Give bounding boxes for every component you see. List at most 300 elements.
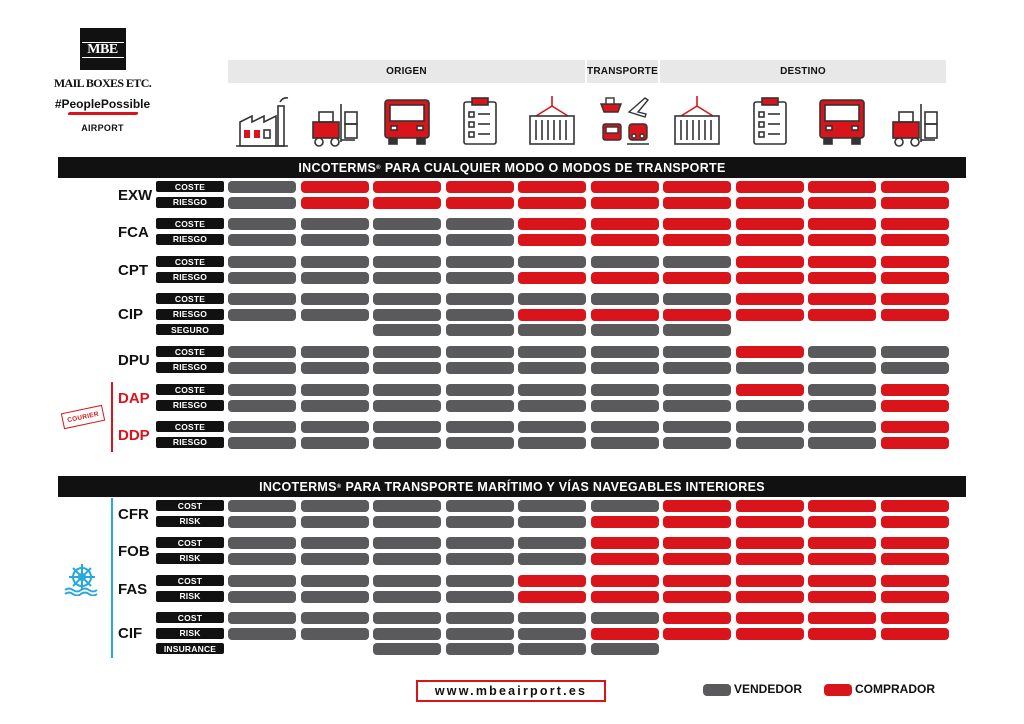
incoterm-code-cpt: CPT (118, 261, 148, 279)
seller-cell (518, 437, 586, 449)
seller-cell (228, 591, 296, 603)
seller-cell (446, 293, 514, 305)
buyer-cell (881, 256, 949, 268)
buyer-cell (518, 272, 586, 284)
seller-cell (663, 346, 731, 358)
seller-cell (446, 400, 514, 412)
buyer-cell (663, 218, 731, 230)
buyer-cell (808, 218, 876, 230)
seller-cell (446, 612, 514, 624)
buyer-cell (301, 181, 369, 193)
seller-cell (446, 256, 514, 268)
multimodal-transport-icon (597, 92, 653, 150)
seller-cell (228, 612, 296, 624)
courier-bracket (111, 382, 113, 452)
seller-cell (373, 362, 441, 374)
row-label: RISK (156, 591, 224, 602)
courier-stamp: COURIER (61, 405, 105, 429)
seller-cell (446, 324, 514, 336)
buyer-cell (518, 181, 586, 193)
seller-cell (518, 256, 586, 268)
row-label: RIESGO (156, 272, 224, 283)
seller-cell (736, 421, 804, 433)
forklift-icon (887, 92, 943, 150)
row-label: SEGURO (156, 324, 224, 335)
seller-cell (373, 643, 441, 655)
seller-cell (301, 553, 369, 565)
checklist-icon (742, 92, 798, 150)
seller-cell (518, 643, 586, 655)
buyer-cell (881, 516, 949, 528)
buyer-cell (736, 256, 804, 268)
seller-cell (228, 516, 296, 528)
seller-cell (373, 384, 441, 396)
row-label: RIESGO (156, 400, 224, 411)
seller-cell (736, 400, 804, 412)
seller-cell (518, 293, 586, 305)
buyer-cell (663, 591, 731, 603)
buyer-cell (808, 591, 876, 603)
buyer-cell (591, 516, 659, 528)
seller-cell (446, 384, 514, 396)
incoterm-code-cfr: CFR (118, 505, 149, 523)
seller-cell (446, 437, 514, 449)
section-header (58, 157, 966, 178)
seller-cell (373, 500, 441, 512)
buyer-cell (808, 234, 876, 246)
row-label: COSTE (156, 181, 224, 192)
seller-cell (736, 437, 804, 449)
buyer-cell (663, 234, 731, 246)
seller-cell (373, 437, 441, 449)
buyer-cell (881, 293, 949, 305)
buyer-cell (881, 575, 949, 587)
row-label: RISK (156, 628, 224, 639)
registered-mark: ® (336, 483, 342, 490)
seller-cell (228, 181, 296, 193)
seller-cell (301, 500, 369, 512)
buyer-cell (373, 181, 441, 193)
buyer-cell (881, 384, 949, 396)
seller-cell (446, 500, 514, 512)
seller-cell (373, 591, 441, 603)
seller-cell (663, 421, 731, 433)
registered-mark: ® (376, 164, 381, 171)
row-label: RIESGO (156, 437, 224, 448)
row-label: RISK (156, 553, 224, 564)
section-title-prefix: INCOTERMS (259, 479, 337, 494)
buyer-cell (736, 234, 804, 246)
seller-cell (881, 346, 949, 358)
buyer-cell (591, 553, 659, 565)
row-label: RISK (156, 516, 224, 527)
seller-cell (301, 256, 369, 268)
seller-cell (228, 537, 296, 549)
seller-cell (518, 612, 586, 624)
seller-cell (228, 575, 296, 587)
seller-cell (591, 293, 659, 305)
row-label: COSTE (156, 384, 224, 395)
buyer-cell (736, 181, 804, 193)
seller-cell (301, 362, 369, 374)
seller-cell (228, 553, 296, 565)
buyer-cell (591, 628, 659, 640)
buyer-cell (881, 197, 949, 209)
seller-cell (228, 400, 296, 412)
seller-cell (373, 218, 441, 230)
seller-cell (301, 272, 369, 284)
seller-cell (663, 437, 731, 449)
seller-cell (808, 384, 876, 396)
buyer-cell (881, 421, 949, 433)
buyer-cell (881, 272, 949, 284)
seller-cell (373, 537, 441, 549)
seller-cell (373, 234, 441, 246)
seller-cell (301, 516, 369, 528)
seller-cell (373, 293, 441, 305)
seller-cell (373, 272, 441, 284)
buyer-cell (518, 197, 586, 209)
seller-cell (228, 628, 296, 640)
row-label: COST (156, 575, 224, 586)
seller-cell (228, 421, 296, 433)
seller-cell (663, 400, 731, 412)
seller-cell (808, 362, 876, 374)
buyer-cell (736, 272, 804, 284)
seller-cell (518, 537, 586, 549)
seller-cell (301, 400, 369, 412)
seller-cell (663, 384, 731, 396)
buyer-cell (881, 218, 949, 230)
buyer-cell (736, 591, 804, 603)
seller-cell (228, 256, 296, 268)
buyer-cell (591, 537, 659, 549)
seller-cell (301, 537, 369, 549)
legend-seller-swatch (703, 684, 731, 696)
seller-cell (446, 309, 514, 321)
seller-cell (518, 324, 586, 336)
maritime-bracket (111, 498, 113, 658)
buyer-cell (808, 197, 876, 209)
company-logo (40, 28, 165, 133)
phase-destino: DESTINO (660, 60, 946, 83)
seller-cell (808, 346, 876, 358)
buyer-cell (591, 197, 659, 209)
incoterm-code-dpu: DPU (118, 351, 150, 369)
row-label: RIESGO (156, 197, 224, 208)
seller-cell (808, 400, 876, 412)
buyer-cell (591, 181, 659, 193)
seller-cell (373, 516, 441, 528)
forklift-icon (307, 92, 363, 150)
seller-cell (228, 437, 296, 449)
tagline-underline (67, 112, 138, 115)
seller-cell (301, 591, 369, 603)
seller-cell (518, 421, 586, 433)
seller-cell (518, 346, 586, 358)
buyer-cell (808, 293, 876, 305)
seller-cell (301, 218, 369, 230)
seller-cell (301, 234, 369, 246)
buyer-cell (736, 553, 804, 565)
seller-cell (373, 575, 441, 587)
buyer-cell (663, 272, 731, 284)
seller-cell (373, 612, 441, 624)
container-crane-icon (524, 92, 580, 150)
buyer-cell (663, 309, 731, 321)
seller-cell (591, 612, 659, 624)
buyer-cell (808, 256, 876, 268)
seller-cell (301, 421, 369, 433)
buyer-cell (881, 591, 949, 603)
seller-cell (518, 400, 586, 412)
buyer-cell (881, 181, 949, 193)
incoterm-code-cip: CIP (118, 306, 144, 324)
seller-cell (446, 643, 514, 655)
row-label: INSURANCE (156, 643, 224, 654)
row-label: RIESGO (156, 309, 224, 320)
seller-cell (518, 628, 586, 640)
seller-cell (591, 437, 659, 449)
seller-cell (301, 384, 369, 396)
seller-cell (663, 256, 731, 268)
seller-cell (228, 309, 296, 321)
buyer-cell (518, 234, 586, 246)
row-label: COST (156, 537, 224, 548)
buyer-cell (663, 516, 731, 528)
buyer-cell (663, 628, 731, 640)
seller-cell (446, 516, 514, 528)
buyer-cell (518, 591, 586, 603)
buyer-cell (591, 591, 659, 603)
incoterm-code-fas: FAS (118, 580, 148, 598)
buyer-cell (736, 309, 804, 321)
buyer-cell (881, 234, 949, 246)
incoterm-code-dap: DAP (118, 389, 150, 407)
buyer-cell (808, 553, 876, 565)
seller-cell (446, 553, 514, 565)
row-label: RIESGO (156, 362, 224, 373)
truck-icon (814, 92, 870, 150)
seller-cell (446, 234, 514, 246)
seller-cell (373, 400, 441, 412)
seller-cell (228, 346, 296, 358)
seller-cell (446, 346, 514, 358)
seller-cell (228, 218, 296, 230)
seller-cell (591, 421, 659, 433)
truck-icon (379, 92, 435, 150)
seller-cell (301, 346, 369, 358)
seller-cell (446, 362, 514, 374)
website-link[interactable]: www.mbeairport.es (416, 680, 606, 702)
seller-cell (373, 324, 441, 336)
incoterm-code-ddp: DDP (118, 426, 150, 444)
buyer-cell (808, 309, 876, 321)
seller-cell (228, 293, 296, 305)
seller-cell (446, 218, 514, 230)
buyer-cell (808, 272, 876, 284)
row-label: COST (156, 612, 224, 623)
buyer-cell (518, 309, 586, 321)
incoterm-code-fca: FCA (118, 223, 149, 241)
seller-cell (301, 575, 369, 587)
seller-cell (446, 591, 514, 603)
brand-subtitle: AIRPORT (81, 123, 124, 133)
buyer-cell (881, 612, 949, 624)
buyer-cell (808, 612, 876, 624)
buyer-cell (736, 346, 804, 358)
buyer-cell (591, 309, 659, 321)
buyer-cell (663, 500, 731, 512)
row-label: COSTE (156, 421, 224, 432)
buyer-cell (736, 500, 804, 512)
buyer-cell (736, 537, 804, 549)
buyer-cell (881, 437, 949, 449)
legend-buyer-label: COMPRADOR (855, 682, 935, 696)
buyer-cell (736, 197, 804, 209)
seller-cell (373, 256, 441, 268)
ship-wheel-icon (62, 562, 102, 596)
incoterm-code-exw: EXW (118, 186, 153, 204)
buyer-cell (663, 575, 731, 587)
seller-cell (228, 197, 296, 209)
seller-cell (881, 362, 949, 374)
seller-cell (373, 309, 441, 321)
seller-cell (591, 256, 659, 268)
seller-cell (228, 500, 296, 512)
buyer-cell (881, 500, 949, 512)
buyer-cell (301, 197, 369, 209)
seller-cell (301, 612, 369, 624)
buyer-cell (591, 272, 659, 284)
buyer-cell (663, 197, 731, 209)
seller-cell (446, 628, 514, 640)
seller-cell (228, 362, 296, 374)
buyer-cell (808, 537, 876, 549)
buyer-cell (663, 553, 731, 565)
buyer-cell (808, 500, 876, 512)
buyer-cell (736, 218, 804, 230)
phase-origen: ORIGEN (228, 60, 585, 83)
container-crane-icon (669, 92, 725, 150)
seller-cell (228, 384, 296, 396)
seller-cell (301, 309, 369, 321)
buyer-cell (808, 575, 876, 587)
buyer-cell (736, 628, 804, 640)
buyer-cell (591, 575, 659, 587)
seller-cell (301, 628, 369, 640)
buyer-cell (663, 612, 731, 624)
seller-cell (663, 293, 731, 305)
seller-cell (591, 324, 659, 336)
buyer-cell (518, 218, 586, 230)
seller-cell (518, 516, 586, 528)
buyer-cell (881, 553, 949, 565)
buyer-cell (736, 516, 804, 528)
seller-cell (591, 346, 659, 358)
buyer-cell (663, 537, 731, 549)
brand-tagline: #PeoplePossible (54, 97, 151, 111)
seller-cell (301, 293, 369, 305)
section-header (58, 476, 966, 497)
factory-icon (234, 92, 290, 150)
seller-cell (373, 553, 441, 565)
legend-seller-label: VENDEDOR (734, 682, 803, 696)
seller-cell (228, 272, 296, 284)
row-label: COSTE (156, 293, 224, 304)
buyer-cell (446, 181, 514, 193)
buyer-cell (736, 293, 804, 305)
seller-cell (808, 437, 876, 449)
section-title-prefix: INCOTERMS (298, 160, 377, 175)
buyer-cell (736, 575, 804, 587)
brand-name: MAIL BOXES ETC. (53, 76, 152, 90)
buyer-cell (663, 181, 731, 193)
buyer-cell (808, 181, 876, 193)
seller-cell (373, 421, 441, 433)
buyer-cell (736, 612, 804, 624)
buyer-cell (881, 400, 949, 412)
buyer-cell (373, 197, 441, 209)
seller-cell (663, 362, 731, 374)
buyer-cell (446, 197, 514, 209)
mbe-logo-mark: MBE (80, 28, 126, 70)
buyer-cell (881, 309, 949, 321)
row-label: RIESGO (156, 234, 224, 245)
seller-cell (518, 384, 586, 396)
buyer-cell (736, 384, 804, 396)
buyer-cell (518, 575, 586, 587)
buyer-cell (881, 628, 949, 640)
buyer-cell (591, 218, 659, 230)
buyer-cell (808, 516, 876, 528)
checklist-icon (452, 92, 508, 150)
seller-cell (591, 500, 659, 512)
buyer-cell (881, 537, 949, 549)
buyer-cell (591, 234, 659, 246)
seller-cell (373, 346, 441, 358)
section-title: PARA CUALQUIER MODO O MODOS DE TRANSPORTE (384, 160, 726, 175)
seller-cell (736, 362, 804, 374)
seller-cell (301, 437, 369, 449)
incoterm-code-fob: FOB (118, 542, 150, 560)
seller-cell (663, 324, 731, 336)
seller-cell (446, 537, 514, 549)
section-title: PARA TRANSPORTE MARÍTIMO Y VÍAS NAVEGABLES INTERIORES (345, 479, 765, 494)
seller-cell (446, 421, 514, 433)
seller-cell (591, 384, 659, 396)
legend-buyer-swatch (824, 684, 852, 696)
seller-cell (518, 362, 586, 374)
row-label: COSTE (156, 346, 224, 357)
seller-cell (518, 553, 586, 565)
incoterm-code-cif: CIF (118, 625, 143, 643)
seller-cell (228, 234, 296, 246)
seller-cell (518, 500, 586, 512)
seller-cell (591, 643, 659, 655)
seller-cell (808, 421, 876, 433)
seller-cell (591, 400, 659, 412)
phase-transporte: TRANSPORTE (587, 60, 658, 83)
row-label: COSTE (156, 218, 224, 229)
seller-cell (446, 575, 514, 587)
seller-cell (373, 628, 441, 640)
seller-cell (446, 272, 514, 284)
row-label: COST (156, 500, 224, 511)
row-label: COSTE (156, 256, 224, 267)
buyer-cell (808, 628, 876, 640)
seller-cell (591, 362, 659, 374)
